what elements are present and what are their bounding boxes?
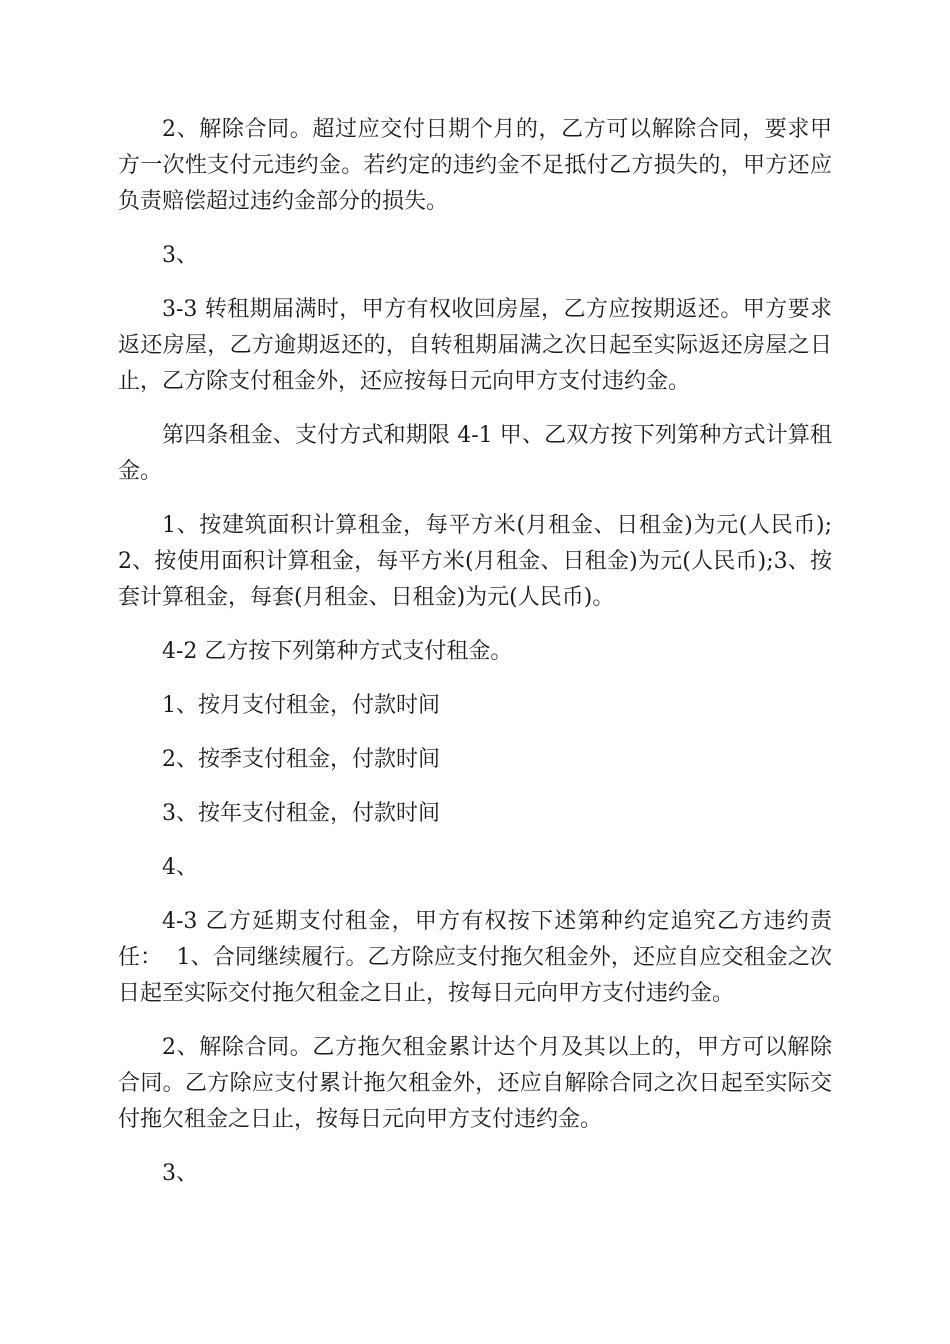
- paragraph: 2、解除合同。乙方拖欠租金累计达个月及其以上的，甲方可以解除合同。乙方除应支付累计拖欠租金外，还应自解除合同之次日起至实际交付拖欠租金之日止，按每日元向甲方支付违约金。: [118, 1035, 832, 1132]
- paragraph: 4-2 乙方按下列第种方式支付租金。: [162, 639, 513, 664]
- paragraph: 3、按年支付租金，付款时间: [162, 801, 440, 826]
- paragraph: 4、: [162, 855, 198, 880]
- paragraph: 第四条租金、支付方式和期限 4-1 甲、乙双方按下列第种方式计算租金。: [118, 423, 832, 484]
- document-body: [118, 112, 832, 1210]
- paragraph: 1、按建筑面积计算租金，每平方米(月租金、日租金)为元(人民币);2、按使用面积计算租金，每平方米(月租金、日租金)为元(人民币);3、按套计算租金，每套(月租金、日租金)为元(人民币)。: [118, 513, 832, 610]
- paragraph: 3、: [162, 243, 198, 268]
- paragraph: 2、解除合同。超过应交付日期个月的，乙方可以解除合同，要求甲方一次性支付元违约金。若约定的违约金不足抵付乙方损失的，甲方还应负责赔偿超过违约金部分的损失。: [118, 117, 832, 214]
- paragraph: 3-3 转租期届满时，甲方有权收回房屋，乙方应按期返还。甲方要求返还房屋，乙方逾期返还的，自转租期届满之次日起至实际返还房屋之日止，乙方除支付租金外，还应按每日元向甲方支付违约金。: [118, 297, 832, 394]
- paragraph: 2、按季支付租金，付款时间: [162, 747, 440, 772]
- paragraph: 1、按月支付租金，付款时间: [162, 693, 440, 718]
- paragraph: 3、: [162, 1161, 198, 1186]
- paragraph: 4-3 乙方延期支付租金，甲方有权按下述第种约定追究乙方违约责任： 1、合同继续履行。乙方除应支付拖欠租金外，还应自应交租金之次日起至实际交付拖欠租金之日止，按每日元向甲方支付违约金。: [118, 909, 832, 1006]
